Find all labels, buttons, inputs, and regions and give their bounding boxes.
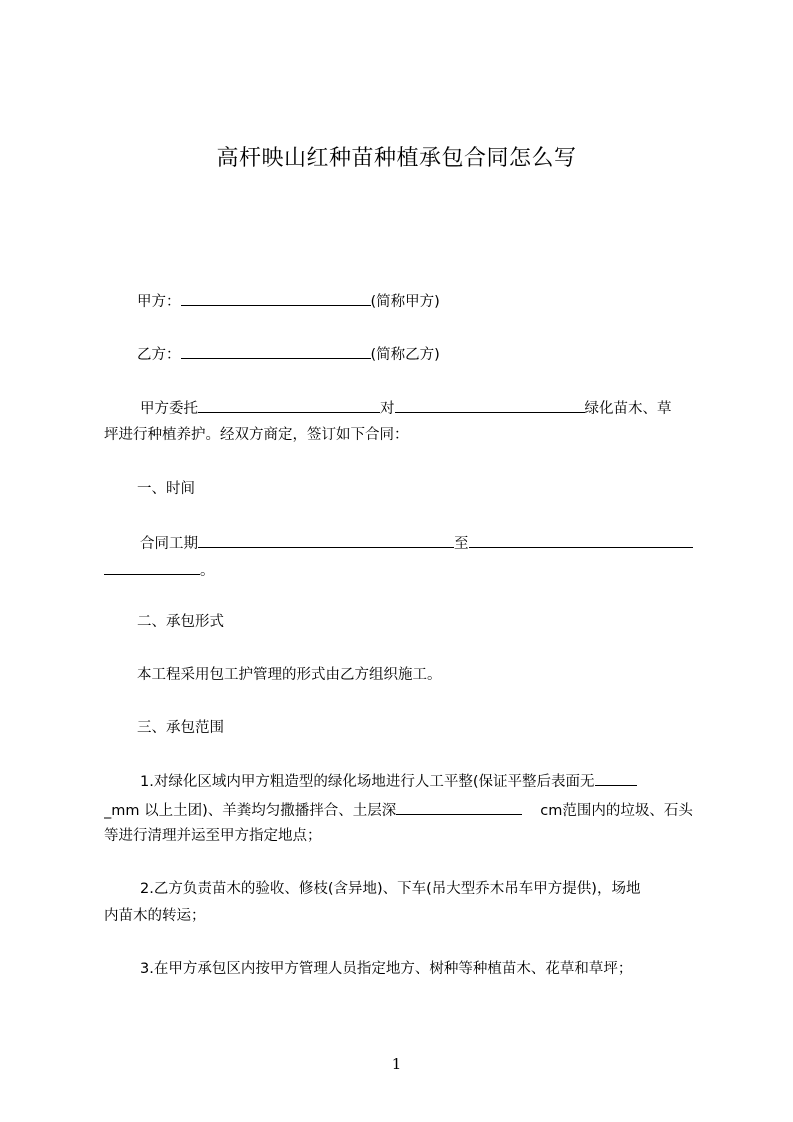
intro-blank-2 (395, 398, 585, 413)
intro-line-1 (140, 398, 672, 419)
section3-item2-line-1: 2.乙方负责苗木的验收、修枝(含异地)、下车(吊大型乔木吊车甲方提供)，场地 (140, 881, 641, 897)
party-b-suffix: (简称乙方) (370, 347, 440, 363)
item1-text-2b: cm范围内的垃圾、石头 (540, 803, 693, 819)
section3-item2-line-2: 内苗木的转运； (104, 908, 206, 924)
term-start-blank (198, 533, 454, 548)
term-end-blank-cont (104, 560, 200, 575)
item1-text-2a: _mm 以上土团)、羊粪均匀撒播拌合、土层深 (104, 803, 397, 819)
section3-item1-line-3: 等进行清理并运至甲方指定地点； (104, 828, 322, 844)
section1-line-1 (140, 533, 693, 554)
party-a-suffix: (简称甲方) (370, 294, 440, 310)
document-title: 高杆映山红种苗种植承包合同怎么写 (216, 146, 577, 171)
section1-line2-end: 。 (200, 563, 215, 579)
section3-item3-line-1: 3.在甲方承包区内按甲方管理人员指定地方、树种等种植苗木、花草和草坪； (140, 961, 633, 977)
intro-blank-1 (198, 398, 380, 413)
party-b-blank (181, 344, 371, 359)
intro-line-2: 坪进行种植养护。经双方商定，签订如下合同： (104, 427, 409, 443)
item1-blank-2 (396, 800, 522, 815)
party-a-label: 甲方： (137, 294, 181, 310)
section3-item1-line-1 (140, 771, 637, 792)
section1-part2: 至 (454, 536, 469, 552)
party-a-line (137, 291, 440, 312)
intro-part1: 甲方委托 (140, 401, 198, 417)
intro-part2: 对 (380, 401, 395, 417)
section2-body: 本工程采用包工护管理的形式由乙方组织施工。 (137, 667, 442, 683)
section1-heading: 一、时间 (137, 481, 195, 497)
item1-text-1: 1.对绿化区域内甲方粗造型的绿化场地进行人工平整(保证平整后表面无 (140, 774, 595, 790)
party-b-line (137, 344, 440, 365)
term-end-blank (469, 533, 693, 548)
section2-heading: 二、承包形式 (137, 614, 224, 630)
section1-line-2 (104, 560, 215, 581)
section3-item1-line-2 (104, 800, 693, 821)
party-b-label: 乙方： (137, 347, 181, 363)
section1-part1: 合同工期 (140, 536, 198, 552)
section3-heading: 三、承包范围 (137, 720, 224, 736)
party-a-blank (181, 291, 371, 306)
item1-blank-1 (595, 771, 637, 786)
intro-part3: 绿化苗木、草 (584, 401, 672, 417)
page-number: 1 (391, 1055, 402, 1073)
